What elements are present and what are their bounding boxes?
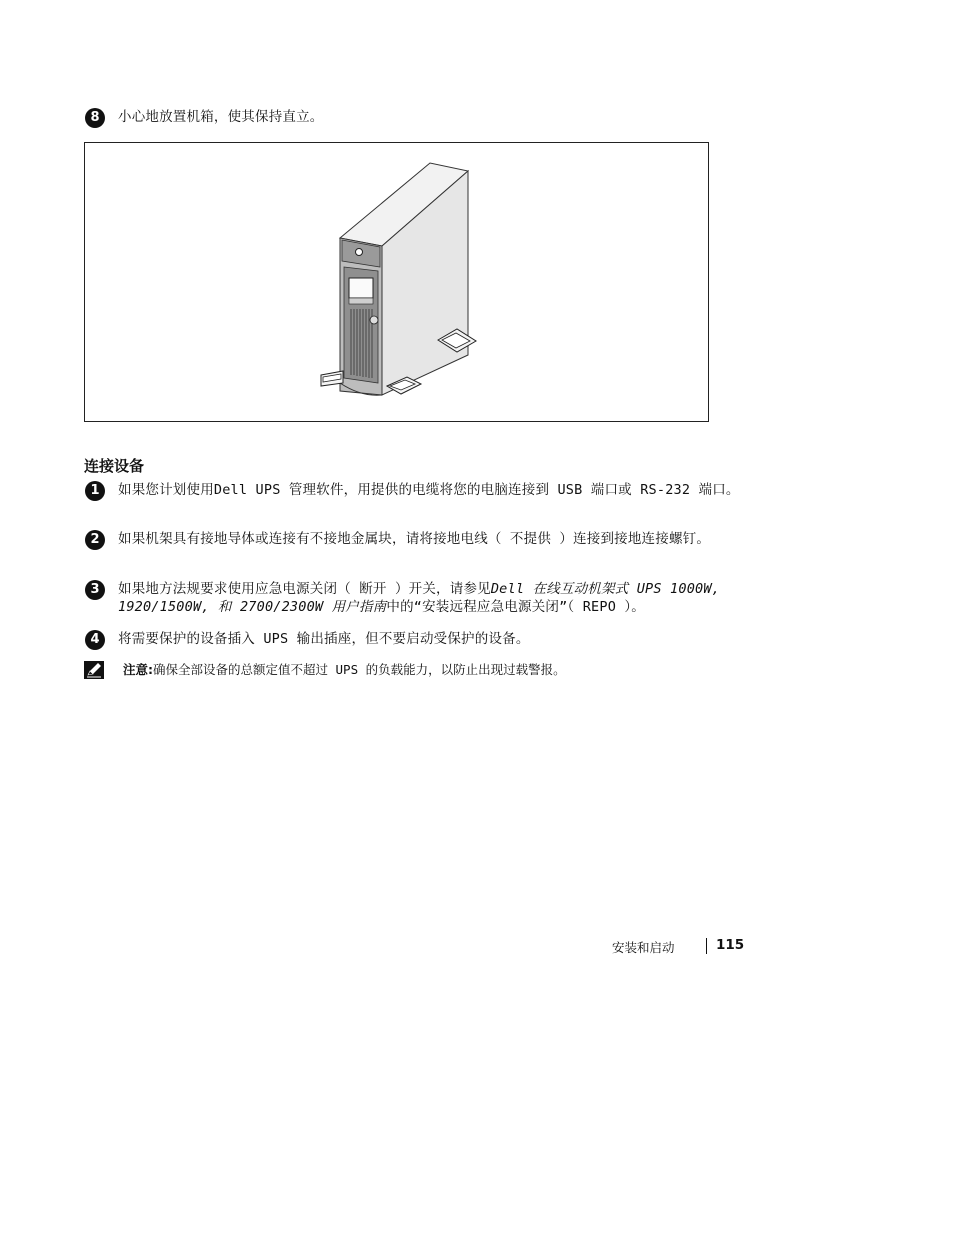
section-title: 连接设备 <box>84 457 145 475</box>
step-4 <box>85 630 755 648</box>
step-number-badge: 1 <box>85 481 105 501</box>
step-number-badge: 4 <box>85 630 105 650</box>
note-text <box>123 661 764 679</box>
step-text: 如果您计划使用Dell UPS 管理软件，用提供的电缆将您的电脑连接到 USB 端口或 RS-232 端口。 <box>118 482 740 498</box>
step-1 <box>85 481 755 499</box>
step-text <box>118 580 755 616</box>
step-text: 将需要保护的设备插入 UPS 输出插座，但不要启动受保护的设备。 <box>118 631 530 647</box>
step-number-badge: 8 <box>85 108 105 128</box>
step-8 <box>85 108 755 126</box>
step-text-part: 中的“安装远程应急电源关闭”（ REPO ）。 <box>386 599 645 615</box>
note-pencil-icon <box>84 661 104 679</box>
step-3 <box>85 580 755 616</box>
guide-title-reference: Dell 在线互动机架式 UPS 1000W, 1920/1500W, 和 2700/2300W 用户指南 <box>118 581 721 615</box>
note <box>84 661 764 679</box>
footer-divider <box>706 938 707 954</box>
note-label: 注意: <box>123 662 153 677</box>
ups-tower-illustration-icon <box>85 143 708 421</box>
ups-figure <box>84 142 709 422</box>
step-text: 如果机架具有接地导体或连接有不接地金属块，请将接地电线（ 不提供 ）连接到接地连接螺钉。 <box>118 531 711 547</box>
step-number-badge: 2 <box>85 530 105 550</box>
step-2 <box>85 530 755 548</box>
step-text: 小心地放置机箱，使其保持直立。 <box>118 109 324 125</box>
footer-section: 安装和启动 <box>612 940 675 955</box>
page-number: 115 <box>716 937 745 953</box>
step-number-badge: 3 <box>85 580 105 600</box>
note-body: 确保全部设备的总额定值不超过 UPS 的负载能力，以防止出现过载警报。 <box>153 662 566 677</box>
step-text-part: 如果地方法规要求使用应急电源关闭（ 断开 ）开关，请参见 <box>118 581 491 597</box>
